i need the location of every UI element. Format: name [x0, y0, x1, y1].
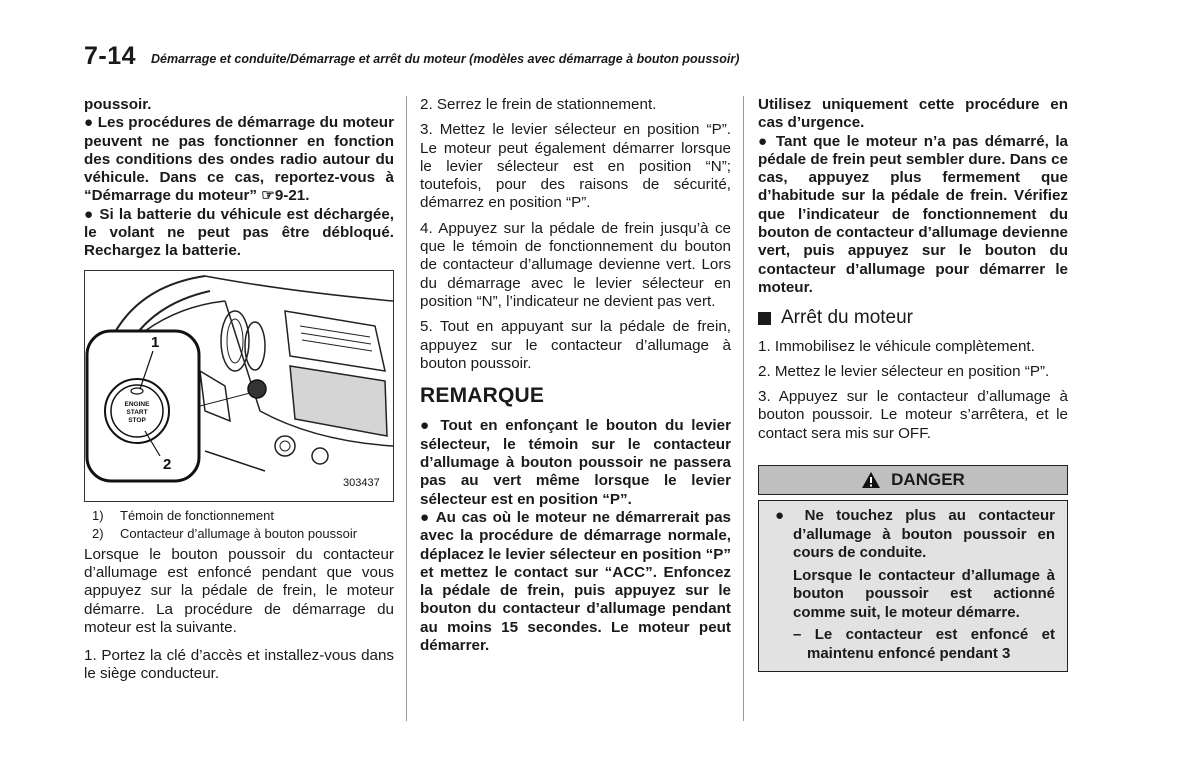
column-3 [758, 96, 1068, 672]
danger-paragraph: Lorsque le contacteur d’allumage à bouton poussoir est actionné comme suit, le moteur démarre. [793, 566, 1055, 621]
step-item: 2. Mettez le levier sélecteur en position “P”. [758, 362, 1050, 380]
step-item: 4. Appuyez sur la pédale de frein jusqu’à ce que le témoin de fonctionnement du bouton de contacteur d’allumage devienne vert. Lors du démarrage avec le levier sélecteur en position “N”, l’indicateur ne devient pas vert. [420, 219, 731, 310]
column-divider [406, 96, 407, 721]
section-square-icon [758, 312, 771, 325]
caption-text: Contacteur d’allumage à bouton poussoir [120, 525, 358, 541]
danger-dash-item: – Le contacteur est enfoncé et maintenu enfoncé pendant 3 [793, 626, 1055, 662]
dashboard-illustration [85, 271, 393, 501]
caption-number: 1) [92, 507, 104, 523]
button-label-stop: STOP [128, 416, 146, 424]
paragraph: Utilisez uniquement cette procédure en cas d’urgence. [758, 96, 1068, 132]
step-item: 3. Appuyez sur le contacteur d’allumage à bouton poussoir. Le moteur s’arrêtera, et le contact sera mis sur OFF. [758, 388, 1068, 442]
step-item: 5. Tout en appuyant sur la pédale de frein, appuyez sur le contacteur d’allumage à bouton poussoir. [420, 318, 731, 372]
step-item: 3. Mettez le levier sélecteur en position “P”. Le moteur peut également démarrer lorsque le levier sélecteur est en position “N”; toutefois, pour des raisons de sécurité, démarrez en position “P”. [420, 121, 731, 212]
danger-label: DANGER [891, 469, 965, 489]
paragraph: Lorsque le bouton poussoir du contacteur d’allumage est enfoncé pendant que vous appuyez sur la pédale de frein, le moteur démarre. La procédure de démarrage du moteur est la suivante. [84, 545, 394, 636]
column-2 [420, 96, 731, 662]
callout-1: 1 [151, 333, 160, 351]
caption-number: 2) [92, 525, 104, 541]
header-title: Démarrage et conduite/Démarrage et arrêt du moteur (modèles avec démarrage à bouton poussoir) [151, 52, 740, 66]
button-label-start: START [126, 408, 148, 416]
danger-bullet: ● Ne touchez plus au contacteur d’allumage à bouton poussoir en cours de conduite. [775, 507, 1055, 562]
bullet-item: ● Tant que le moteur n’a pas démarré, la pédale de frein peut sembler dure. Dans ce cas, appuyez plus fermement que d’habitude sur la pédale de frein. Vérifiez que l’indicateur de fonctionnement du bouton de contacteur d’allumage devienne vert, puis appuyez sur le bouton du contacteur d’allumage pour démarrer le moteur. [758, 132, 1068, 296]
page-number: 7-14 [84, 42, 137, 70]
section-title [758, 309, 1068, 327]
danger-box [758, 500, 1068, 672]
bullet-item: ● Les procédures de démarrage du moteur peuvent ne pas fonctionner en fonction des conditions des ondes radio autour du véhicule. Dans ce cas, reportez-vous à “Démarrage du moteur” ☞9-21. [84, 114, 394, 205]
callout-2: 2 [163, 455, 172, 473]
danger-header [758, 465, 1068, 495]
figure-caption [84, 526, 394, 542]
caption-text: Témoin de fonctionnement [120, 507, 274, 523]
warning-triangle-icon [861, 471, 881, 489]
figure-caption [84, 508, 394, 524]
section-title-text: Arrêt du moteur [781, 307, 913, 329]
step-item: 2. Serrez le frein de stationnement. [420, 96, 657, 113]
step-item: 1. Immobilisez le véhicule complètement. [758, 337, 1035, 355]
button-label-engine: ENGINE [124, 400, 150, 408]
column-divider [743, 96, 744, 721]
note-title: REMARQUE [420, 384, 545, 408]
figure-ignition-button [84, 270, 394, 502]
bullet-item: ● Si la batterie du véhicule est déchargée, le volant ne peut pas être débloqué. Rechargez la batterie. [84, 205, 394, 260]
paragraph: poussoir. [84, 96, 152, 113]
step-item: 1. Portez la clé d’accès et installez-vous dans le siège conducteur. [84, 647, 394, 683]
note-bullet: ● Au cas où le moteur ne démarrerait pas avec la procédure de démarrage normale, déplacez le levier sélecteur en position “P” et mettez le contact sur “ACC”. Enfoncez la pédale de frein, puis appuyez sur le bouton du contacteur d’allumage pendant au moins 15 secondes. Le moteur peut démarrer. [420, 508, 731, 655]
column-1 [84, 96, 394, 691]
note-bullet: ● Tout en enfonçant le bouton du levier sélecteur, le témoin sur le contacteur d’allumage à bouton poussoir ne passera pas au vert même lorsque le levier sélecteur est en position “P”. [420, 417, 731, 508]
figure-id: 303437 [343, 476, 380, 489]
